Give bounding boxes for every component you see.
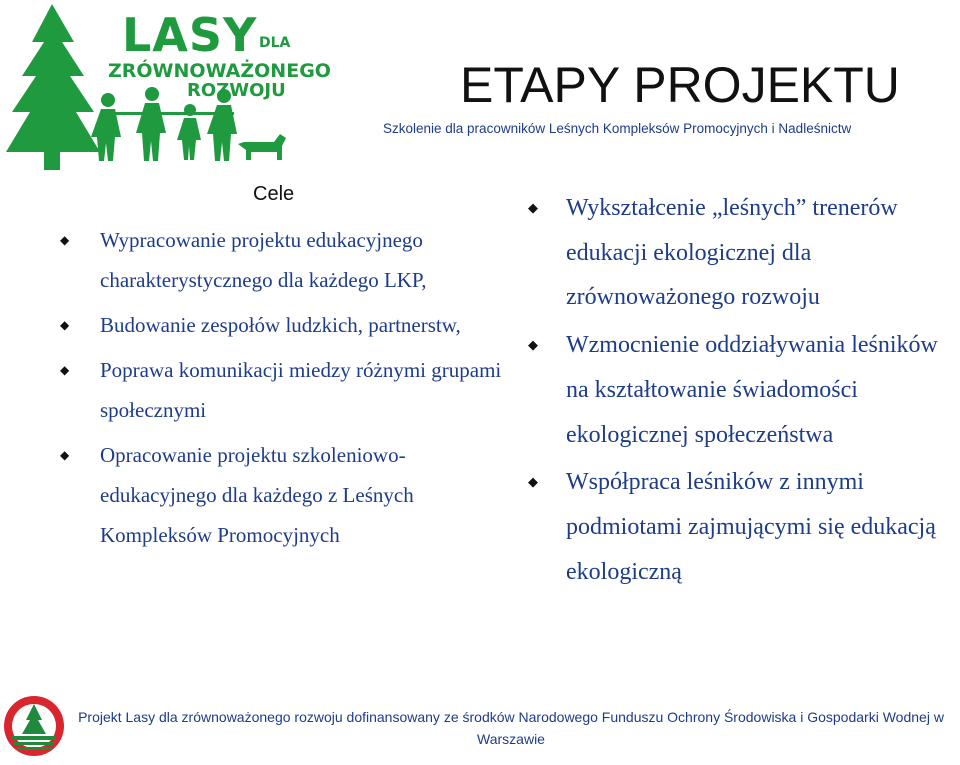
list-item — [526, 323, 960, 457]
diamond-bullet-icon: ◆ — [60, 363, 70, 377]
logo-word-dla: DLA — [259, 35, 291, 51]
diamond-bullet-icon: ◆ — [528, 337, 538, 353]
logo-word-rozwoju: ROZWOJU — [187, 80, 286, 101]
outcomes-list — [526, 186, 960, 597]
lasy-logo — [4, 2, 331, 172]
list-item-text: Współpraca leśników z innymi podmiotami zajmującymi się edukacją ekologiczną — [566, 469, 936, 585]
diamond-bullet-icon: ◆ — [528, 474, 538, 490]
list-item — [526, 186, 960, 320]
list-item-text: Wzmocnienie oddziaływania leśników na kształtowanie świadomości ekologicznej społeczeństwa — [566, 332, 938, 448]
list-item — [60, 350, 510, 430]
list-item — [526, 460, 960, 594]
diamond-bullet-icon: ◆ — [60, 448, 70, 462]
fund-seal-icon — [2, 690, 66, 760]
footer-text: Projekt Lasy dla zrównoważonego rozwoju dofinansowany ze środków Narodowego Funduszu Ochrony Środowiska i Gospodarki Wodnej w Warszawie — [78, 709, 944, 747]
list-item-text: Wykształcenie „leśnych” trenerów edukacji ekologicznej dla zrównoważonego rozwoju — [566, 195, 898, 311]
fund-seal-logo — [2, 690, 66, 760]
page-title: ETAPY PROJEKTU — [460, 57, 900, 113]
list-item-text: Wypracowanie projektu edukacyjnego charakterystycznego dla każdego LKP, — [100, 228, 427, 292]
list-item-text: Poprawa komunikacji miedzy różnymi grupami społecznymi — [100, 358, 502, 422]
goals-list — [60, 220, 510, 560]
list-item — [60, 305, 510, 345]
left-column-heading: Cele — [253, 183, 295, 205]
diamond-bullet-icon: ◆ — [60, 233, 70, 247]
diamond-bullet-icon: ◆ — [528, 200, 538, 215]
list-item — [60, 435, 510, 555]
logo-word-zrownowazonego: ZRÓWNOWAŻONEGO — [108, 60, 331, 82]
logo-word-lasy: LASY — [122, 8, 258, 62]
diamond-bullet-icon: ◆ — [60, 318, 70, 332]
list-item-text: Opracowanie projektu szkoleniowo-edukacyjnego dla każdego z Leśnych Kompleksów Promocyjnych — [100, 443, 414, 547]
list-item-text: Budowanie zespołów ludzkich, partnerstw, — [100, 313, 461, 337]
list-item — [60, 220, 510, 300]
page-subtitle: Szkolenie dla pracowników Leśnych Kompleksów Promocyjnych i Nadleśnictw — [383, 121, 852, 136]
